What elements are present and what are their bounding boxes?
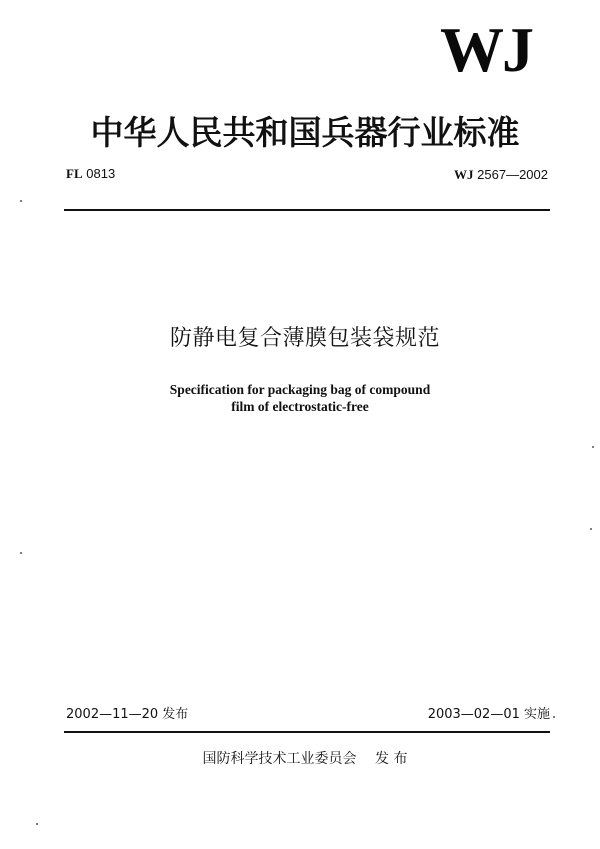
wj-logo: WJ <box>440 14 532 85</box>
standard-code: 2567—2002 <box>477 167 548 182</box>
scan-speck <box>592 446 594 448</box>
document-title-cn: 防静电复合薄膜包装袋规范 <box>169 326 440 351</box>
publisher-org: 国防科学技术工业委员会 <box>202 751 357 767</box>
issue-date: 2002—11—20 发布 <box>66 707 189 722</box>
implementation-date: 2003—02—01 实施 <box>427 707 550 722</box>
scan-speck <box>553 716 555 718</box>
publisher-action: 发 布 <box>375 751 408 767</box>
standard-number <box>410 167 548 183</box>
classification-code <box>66 166 115 182</box>
document-title-en-line2: film of electrostatic-free <box>231 399 369 414</box>
publisher <box>60 751 550 768</box>
document-title-en <box>100 381 500 415</box>
standard-prefix: WJ <box>454 167 474 182</box>
scan-speck <box>590 528 592 530</box>
classification-prefix: FL <box>66 166 83 181</box>
footer-divider <box>64 731 550 733</box>
document-title-en-line1: Specification for packaging bag of compound <box>169 382 431 397</box>
standard-series-title: 中华人民共和国兵器行业标准 <box>90 113 520 152</box>
scan-speck <box>36 823 38 825</box>
scan-speck <box>20 552 22 554</box>
header-divider <box>64 209 550 211</box>
classification-number: 0813 <box>86 166 116 181</box>
scan-speck <box>20 200 22 202</box>
